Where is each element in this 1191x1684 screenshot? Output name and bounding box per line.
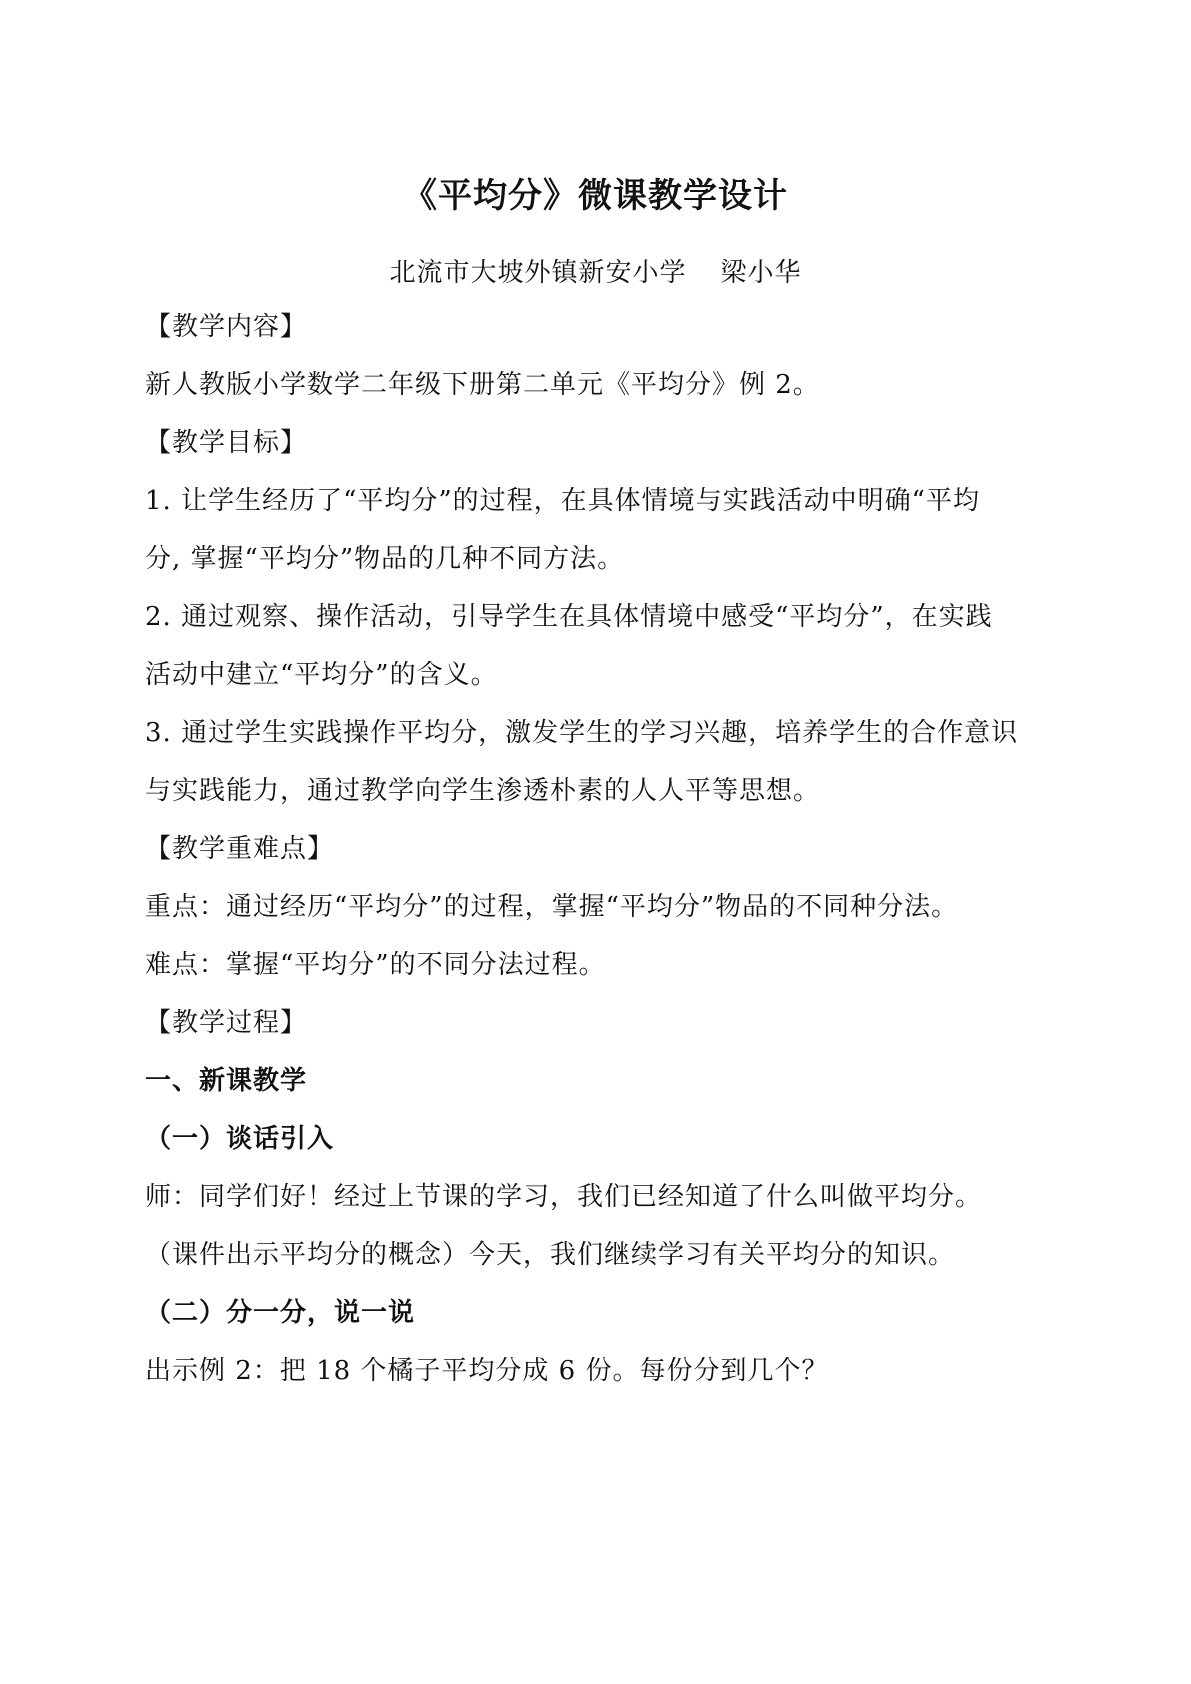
author-line: [0, 252, 1191, 289]
section-heading-process: 【教学过程】: [145, 1008, 308, 1038]
goal-2-line-1: 2. 通过观察、操作活动，引导学生在具体情境中感受“平均分”，在实践: [145, 602, 993, 632]
goal-2-line-2: 活动中建立“平均分”的含义。: [145, 660, 498, 690]
section-heading-key-points: 【教学重难点】: [145, 834, 335, 864]
author-name: 梁小华: [720, 258, 802, 288]
key-point: 重点：通过经历“平均分”的过程，掌握“平均分”物品的不同种分法。: [145, 892, 959, 922]
goal-1-line-1: 1. 让学生经历了“平均分”的过程，在具体情境与实践活动中明确“平均: [145, 486, 980, 516]
subsection-1-line-2: （课件出示平均分的概念）今天，我们继续学习有关平均分的知识。: [145, 1240, 956, 1270]
difficult-point: 难点：掌握“平均分”的不同分法过程。: [145, 950, 606, 980]
content-text: 新人教版小学数学二年级下册第二单元《平均分》例 2。: [145, 370, 820, 400]
section-1-heading: 一、新课教学: [145, 1066, 308, 1096]
goal-1-line-2: 分, 掌握“平均分”物品的几种不同方法。: [145, 544, 625, 574]
subsection-1-line-1: 师：同学们好！经过上节课的学习，我们已经知道了什么叫做平均分。: [145, 1182, 983, 1212]
goal-3-line-1: 3. 通过学生实践操作平均分，激发学生的学习兴趣，培养学生的合作意识: [145, 718, 1019, 748]
subsection-2-heading: （二）分一分，说一说: [145, 1298, 416, 1328]
goal-3-line-2: 与实践能力，通过教学向学生渗透朴素的人人平等思想。: [145, 776, 821, 806]
author-school: 北流市大坡外镇新安小学: [389, 258, 687, 288]
subsection-2-line-1: 出示例 2：把 18 个橘子平均分成 6 份。每份分到几个？: [145, 1356, 829, 1386]
section-heading-goals: 【教学目标】: [145, 428, 308, 458]
section-heading-content: 【教学内容】: [145, 312, 308, 342]
subsection-1-heading: （一）谈话引入: [145, 1124, 335, 1154]
document-title: 《平均分》微课教学设计: [403, 176, 788, 216]
